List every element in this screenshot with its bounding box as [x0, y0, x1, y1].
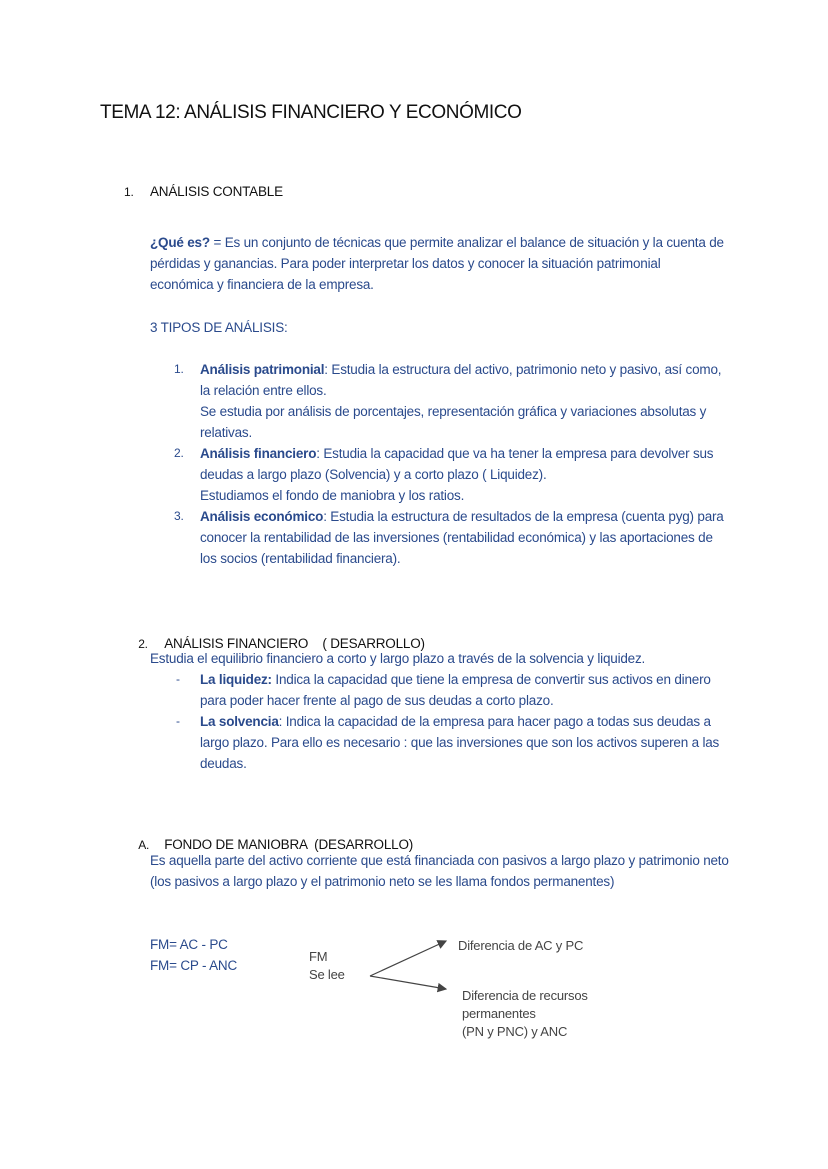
diagram-source-line-1: FM [309, 949, 328, 964]
diagram-source-line-2: Se lee [309, 967, 345, 982]
item-label: Análisis financiero [200, 446, 317, 461]
item-text: : Estudia la capacidad que va ha tener la empresa para devolver sus deudas a largo plazo (Solvencia) y a corto plazo ( Liquidez). [200, 446, 714, 482]
que-es-text: = Es un conjunto de técnicas que permite analizar el balance de situación y la cuenta de pérdidas y ganancias. Para poder interpretar los datos y conocer la situación patrimonial económica y financiera de la empresa. [150, 235, 724, 292]
item-label: Análisis económico [200, 509, 324, 524]
diagram-target-2-line-2: permanentes [462, 1006, 536, 1021]
section-a-letter: A. [138, 838, 150, 852]
list-dash: - [176, 672, 180, 686]
list-number: 1. [174, 362, 184, 376]
item-text: Indica la capacidad que tiene la empresa de convertir sus activos en dinero para poder hacer frente al pago de sus deudas a corto plazo. [200, 672, 711, 708]
arrow-to-target-1 [370, 941, 446, 976]
page-title: TEMA 12: ANÁLISIS FINANCIERO Y ECONÓMICO [100, 102, 522, 123]
list-number: 2. [174, 446, 184, 460]
item-extra: Estudiamos el fondo de maniobra y los ratios. [200, 488, 465, 503]
item-label: La solvencia [200, 714, 279, 729]
list-number: 3. [174, 509, 184, 523]
formula-1: FM= AC - PC [150, 937, 228, 952]
tipos-heading: 3 TIPOS DE ANÁLISIS: [150, 320, 288, 335]
item-label: La liquidez: [200, 672, 272, 687]
item-text: : Estudia la estructura del activo, patrimonio neto y pasivo, así como, la relación entre ellos. [200, 362, 722, 398]
item-text: : Indica la capacidad de la empresa para hacer pago a todas sus deudas a largo plazo. Para ello es necesario : que las inversiones que son los activos superen a las deudas. [200, 714, 720, 771]
arrow-to-target-2 [370, 976, 446, 989]
section-a-title: FONDO DE MANIOBRA (DESARROLLO) [164, 837, 414, 852]
diagram-target-1: Diferencia de AC y PC [458, 938, 584, 953]
list-dash: - [176, 714, 180, 728]
que-es-label: ¿Qué es? [150, 235, 210, 250]
section-2-intro: Estudia el equilibrio financiero a corto y largo plazo a través de la solvencia y liquidez. [150, 651, 646, 666]
section-1-number: 1. [124, 185, 134, 199]
diagram-target-2-line-1: Diferencia de recursos [462, 988, 588, 1003]
section-2-title: ANÁLISIS FINANCIERO ( DESARROLLO) [164, 636, 425, 651]
diagram-target-2-line-3: (PN y PNC) y ANC [462, 1024, 568, 1039]
item-label: Análisis patrimonial [200, 362, 325, 377]
item-extra: Se estudia por análisis de porcentajes, representación gráfica y variaciones absolutas y relativas. [200, 404, 707, 440]
section-2-number: 2. [138, 637, 148, 651]
section-1-title: ANÁLISIS CONTABLE [150, 184, 283, 199]
section-a-text: Es aquella parte del activo corriente que está financiada con pasivos a largo plazo y patrimonio neto (los pasivos a largo plazo y el patrimonio neto se les llama fondos permanentes) [150, 853, 729, 889]
item-text: : Estudia la estructura de resultados de la empresa (cuenta pyg) para conocer la rentabilidad de las inversiones (rentabilidad económica) y las aportaciones de los socios (rentabilidad financiera). [200, 509, 724, 566]
formula-2: FM= CP - ANC [150, 958, 237, 973]
